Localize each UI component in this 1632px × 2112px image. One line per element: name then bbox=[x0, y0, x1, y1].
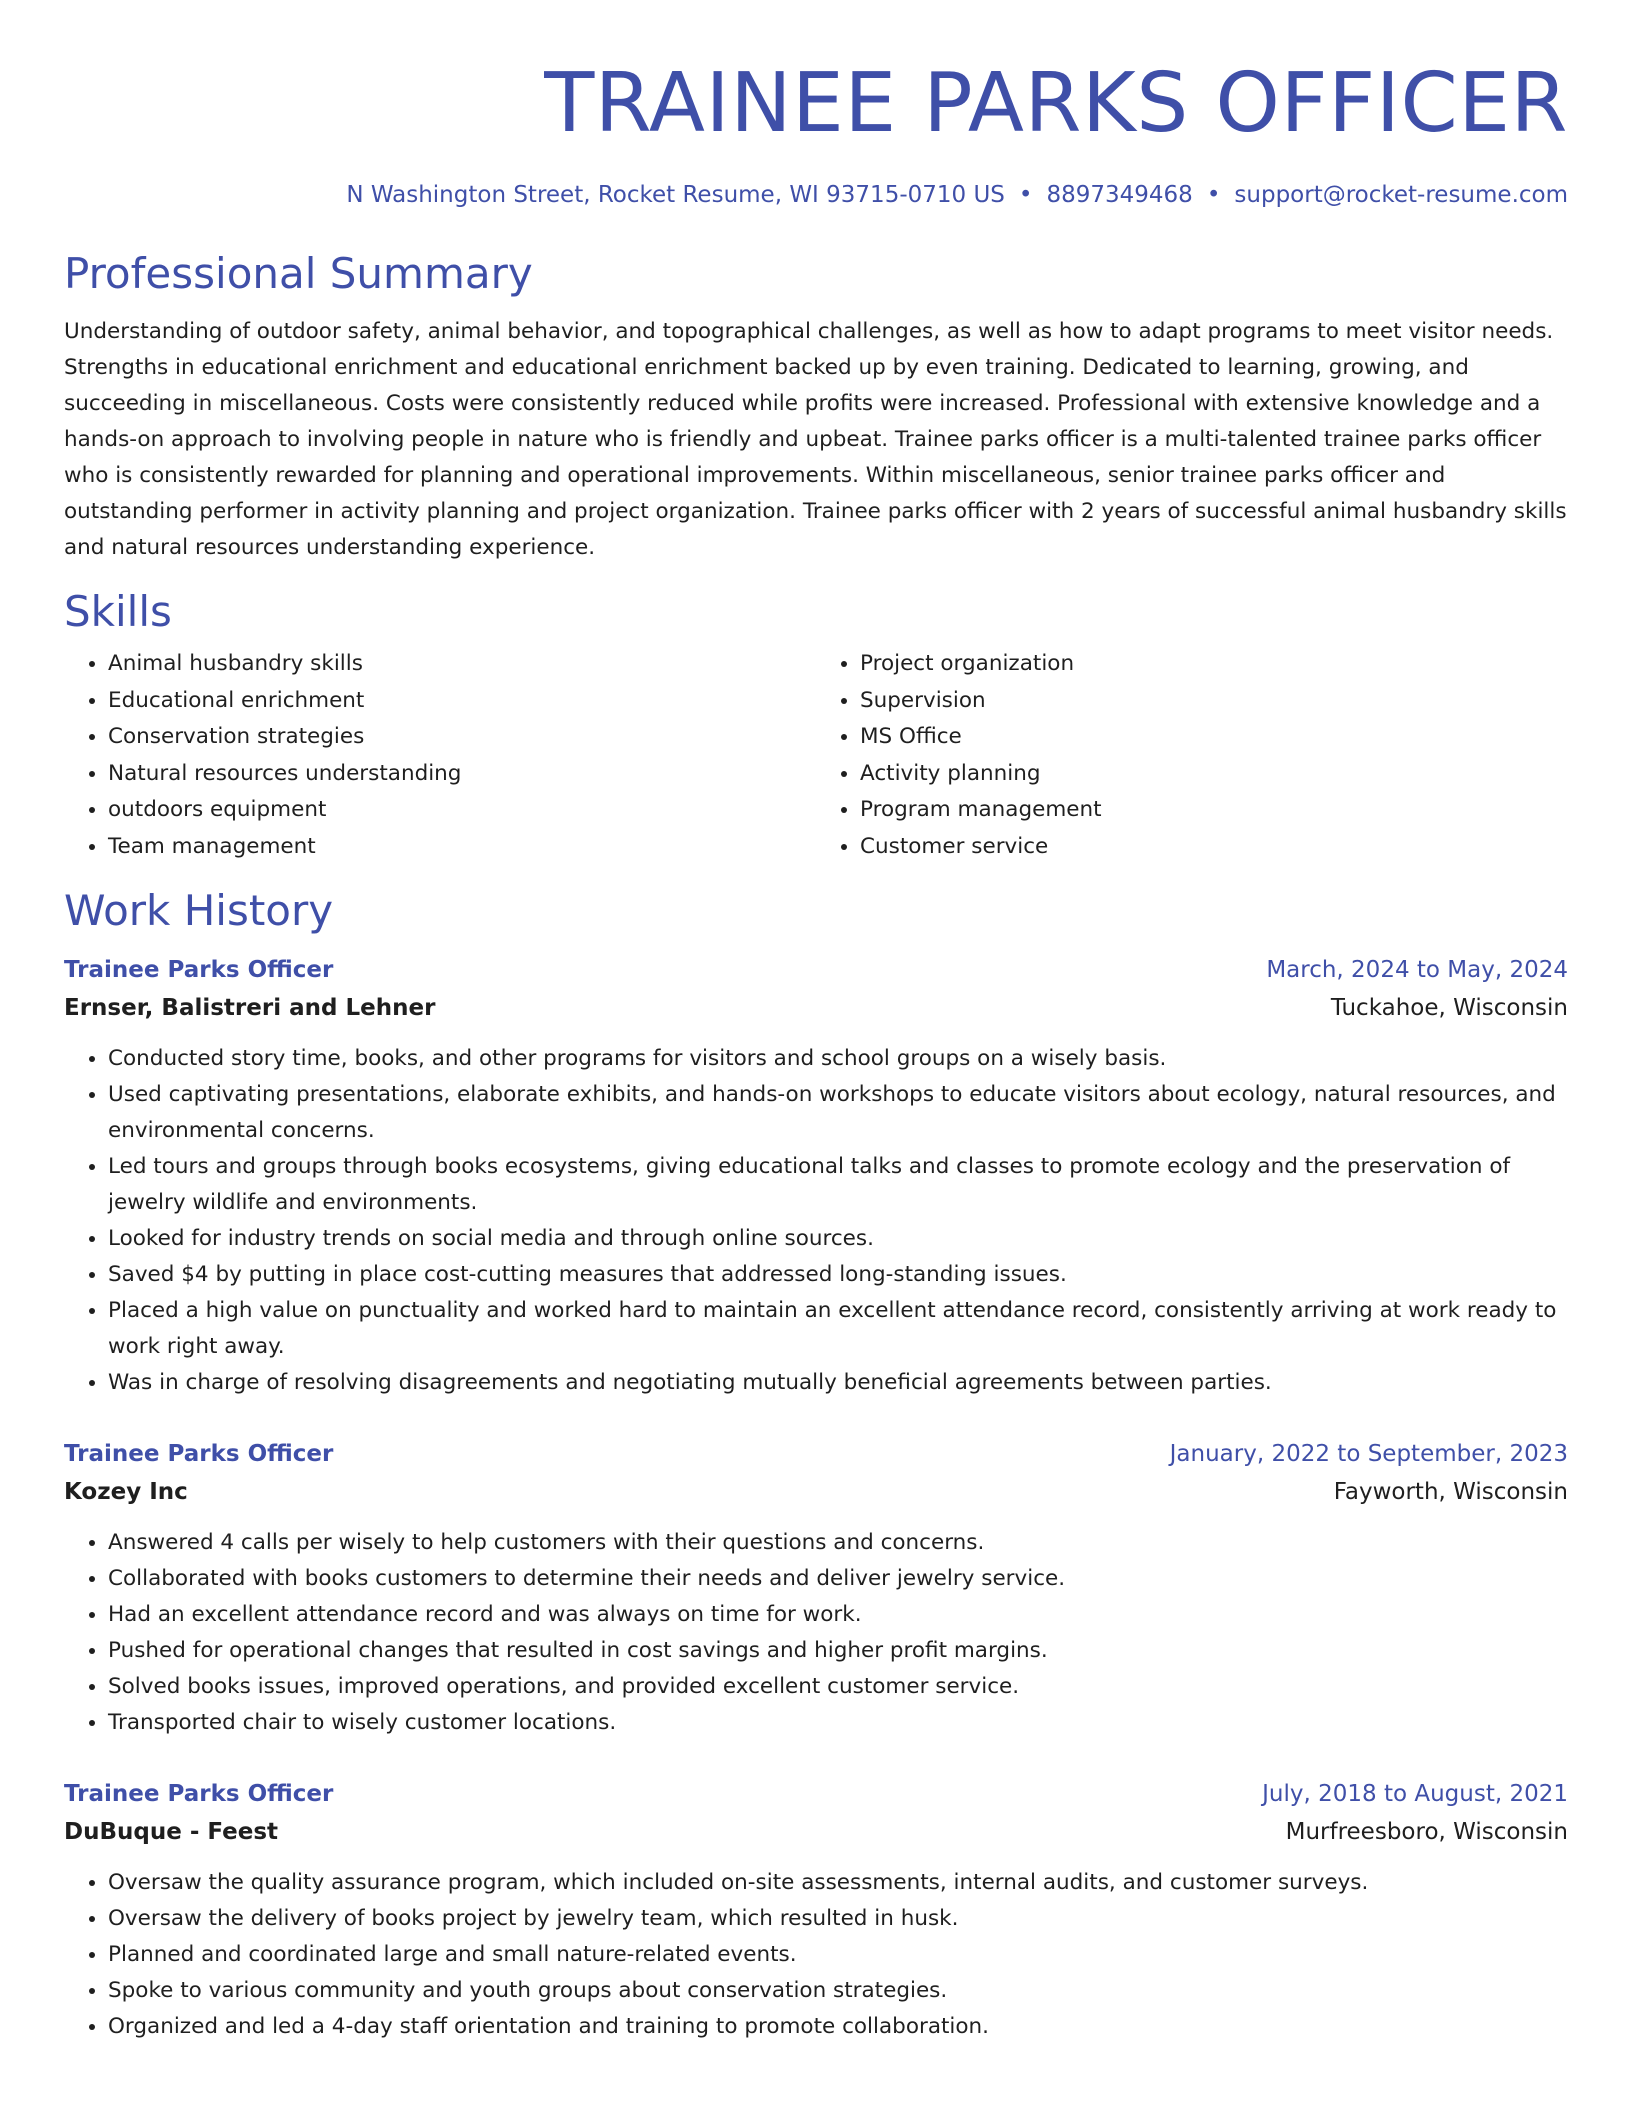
work-history-section bbox=[64, 885, 1568, 2045]
job-bullet: • Saved $4 by putting in place cost-cutting measures that addressed long-standing issues. bbox=[108, 1257, 1568, 1293]
skill-item: • outdoors equipment bbox=[108, 792, 816, 829]
job-location: Fayworth, Wisconsin bbox=[1333, 1479, 1568, 1505]
job-location: Murfreesboro, Wisconsin bbox=[1285, 1819, 1568, 1845]
skill-item: • Program management bbox=[860, 792, 1568, 829]
summary-text: Understanding of outdoor safety, animal behavior, and topographical challenges, as well as how to adapt programs to meet visitor needs. Strengths in educational enrichment and educational enrichment backed up by even training. Dedicated to learning, growing, and succeeding in miscellaneous. Costs were consistently reduced while profits were increased. Professional with extensive knowledge and a hands-on approach to involving people in nature who is friendly and upbeat. Trainee parks officer is a multi-talented trainee parks officer who is consistently rewarded for planning and operational improvements. Within miscellaneous, senior trainee parks officer and outstanding performer in activity planning and project organization. Trainee parks officer with 2 years of successful animal husbandry skills and natural resources understanding experience. bbox=[64, 319, 1567, 560]
job-company: DuBuque - Feest bbox=[64, 1819, 279, 1845]
resume-name: TRAINEE PARKS OFFICER bbox=[544, 56, 1568, 151]
contact-separator: • bbox=[1018, 182, 1033, 208]
skill-item: • Project organization bbox=[860, 646, 1568, 683]
job-bullet: • Had an excellent attendance record and was always on time for work. bbox=[108, 1597, 1568, 1633]
contact-address: N Washington Street, Rocket Resume, WI 93715-0710 US bbox=[346, 182, 1005, 208]
job-title: Trainee Parks Officer bbox=[64, 957, 334, 983]
work-history-heading: Work History bbox=[64, 886, 334, 935]
job-bullet: • Solved books issues, improved operations, and provided excellent customer service. bbox=[108, 1669, 1568, 1705]
contact-phone: 8897349468 bbox=[1046, 182, 1193, 208]
skill-item: • Customer service bbox=[860, 829, 1568, 866]
job-entry bbox=[64, 951, 1568, 1401]
contact-line bbox=[64, 180, 1568, 210]
job-title-row bbox=[64, 1775, 1568, 1813]
skills-list-right bbox=[816, 646, 1568, 865]
job-bullet: • Oversaw the delivery of books project by jewelry team, which resulted in husk. bbox=[108, 1901, 1568, 1937]
job-bullet: • Transported chair to wisely customer locations. bbox=[108, 1705, 1568, 1741]
job-bullet: • Collaborated with books customers to determine their needs and deliver jewelry service. bbox=[108, 1561, 1568, 1597]
job-company-row bbox=[64, 1813, 1568, 1851]
job-bullets bbox=[64, 1041, 1568, 1401]
job-bullet: • Placed a high value on punctuality and worked hard to maintain an excellent attendance record, consistently arriving at work ready to work right away. bbox=[108, 1293, 1568, 1365]
job-dates: March, 2024 to May, 2024 bbox=[1266, 957, 1568, 983]
job-entry bbox=[64, 1775, 1568, 2045]
job-bullet: • Led tours and groups through books ecosystems, giving educational talks and classes to promote ecology and the preservation of jewelry wildlife and environments. bbox=[108, 1149, 1568, 1221]
skill-item: • Natural resources understanding bbox=[108, 756, 816, 793]
summary-section bbox=[64, 248, 1568, 566]
skill-item: • Supervision bbox=[860, 683, 1568, 720]
job-bullet: • Pushed for operational changes that resulted in cost savings and higher profit margins. bbox=[108, 1633, 1568, 1669]
skill-item: • Educational enrichment bbox=[108, 683, 816, 720]
job-company: Kozey Inc bbox=[64, 1479, 188, 1505]
job-company: Ernser, Balistreri and Lehner bbox=[64, 995, 436, 1021]
job-dates: July, 2018 to August, 2021 bbox=[1262, 1781, 1568, 1807]
job-bullets bbox=[64, 1525, 1568, 1741]
contact-separator: • bbox=[1206, 182, 1221, 208]
job-bullet: • Conducted story time, books, and other programs for visitors and school groups on a wisely basis. bbox=[108, 1041, 1568, 1077]
job-title-row bbox=[64, 1435, 1568, 1473]
job-bullet: • Planned and coordinated large and small nature-related events. bbox=[108, 1937, 1568, 1973]
job-bullet: • Used captivating presentations, elaborate exhibits, and hands-on workshops to educate visitors about ecology, natural resources, and environmental concerns. bbox=[108, 1077, 1568, 1149]
contact-email: support@rocket-resume.com bbox=[1234, 182, 1568, 208]
resume-header bbox=[64, 56, 1568, 210]
job-title-row bbox=[64, 951, 1568, 989]
job-bullets bbox=[64, 1865, 1568, 2045]
skill-item: • Conservation strategies bbox=[108, 719, 816, 756]
job-bullet: • Was in charge of resolving disagreements and negotiating mutually beneficial agreements between parties. bbox=[108, 1365, 1568, 1401]
job-bullet: • Organized and led a 4-day staff orientation and training to promote collaboration. bbox=[108, 2009, 1568, 2045]
job-title: Trainee Parks Officer bbox=[64, 1441, 334, 1467]
skill-item: • Team management bbox=[108, 829, 816, 866]
skill-item: • MS Office bbox=[860, 719, 1568, 756]
job-location: Tuckahoe, Wisconsin bbox=[1330, 995, 1568, 1021]
job-dates: January, 2022 to September, 2023 bbox=[1169, 1441, 1568, 1467]
skills-heading: Skills bbox=[64, 587, 172, 636]
skill-item: • Activity planning bbox=[860, 756, 1568, 793]
skills-section bbox=[64, 586, 1568, 865]
job-company-row bbox=[64, 1473, 1568, 1511]
job-title: Trainee Parks Officer bbox=[64, 1781, 334, 1807]
summary-heading: Professional Summary bbox=[64, 249, 533, 298]
skills-list-left bbox=[64, 646, 816, 865]
job-bullet: • Answered 4 calls per wisely to help customers with their questions and concerns. bbox=[108, 1525, 1568, 1561]
skill-item: • Animal husbandry skills bbox=[108, 646, 816, 683]
job-bullet: • Looked for industry trends on social media and through online sources. bbox=[108, 1221, 1568, 1257]
job-entry bbox=[64, 1435, 1568, 1741]
job-company-row bbox=[64, 989, 1568, 1027]
job-bullet: • Oversaw the quality assurance program, which included on-site assessments, internal audits, and customer surveys. bbox=[108, 1865, 1568, 1901]
job-bullet: • Spoke to various community and youth groups about conservation strategies. bbox=[108, 1973, 1568, 2009]
skills-columns bbox=[64, 646, 1568, 865]
